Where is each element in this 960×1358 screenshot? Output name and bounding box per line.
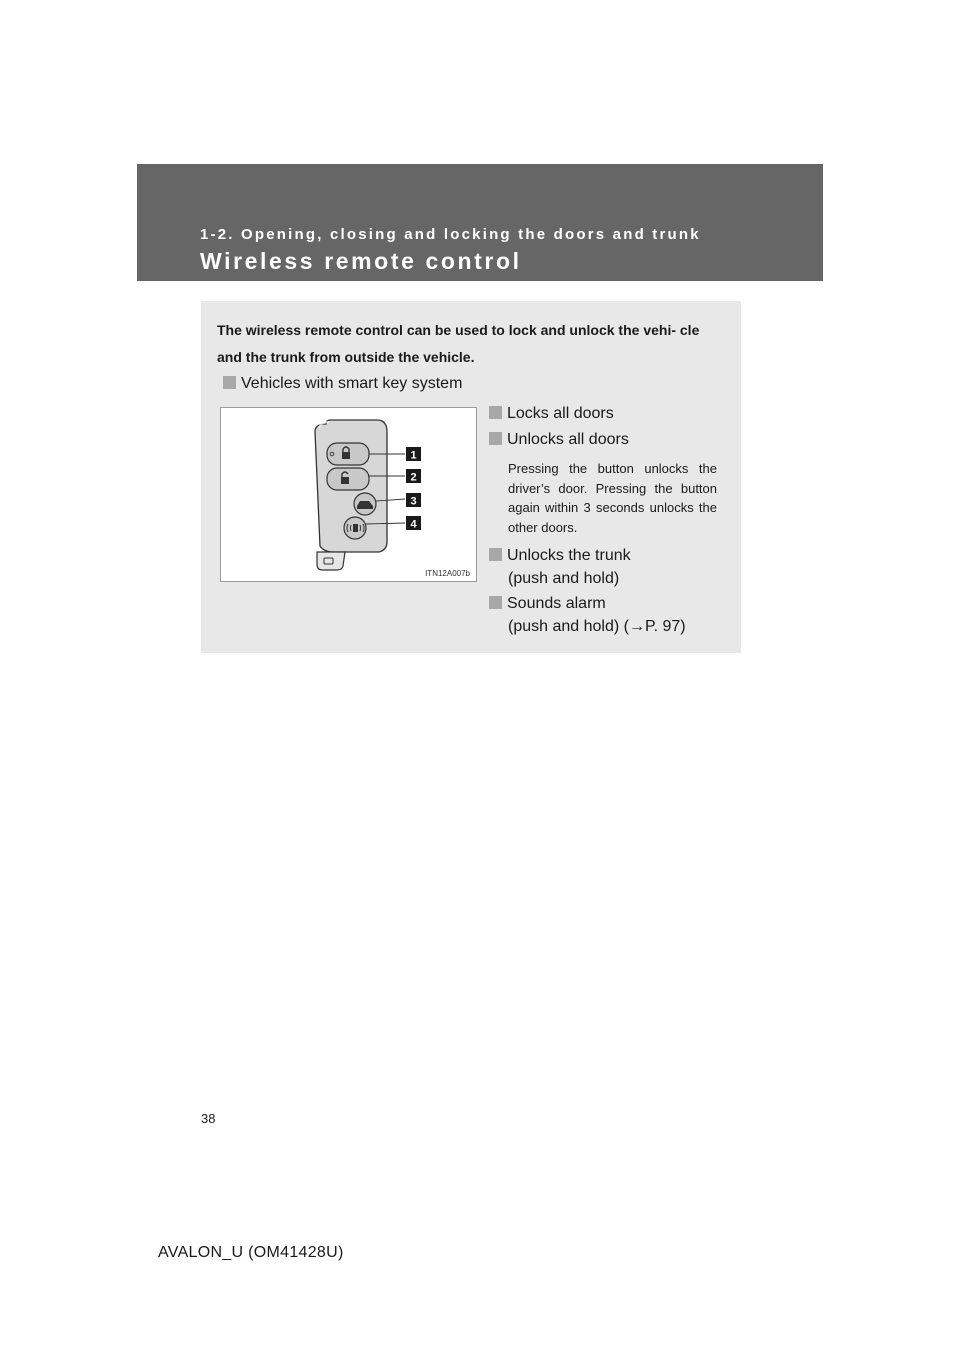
header-bar (137, 164, 823, 281)
bullet-square-icon (489, 432, 502, 445)
item-4 (489, 592, 686, 638)
remote-key-figure (220, 407, 477, 582)
bullet-square-icon (489, 596, 502, 609)
item-3-label: Unlocks the trunk (507, 547, 631, 564)
svg-text:2: 2 (410, 471, 417, 484)
subheading (223, 375, 462, 393)
item-1 (489, 402, 614, 425)
page-number: 38 (201, 1111, 216, 1126)
item-4-label: Sounds alarm (507, 595, 606, 612)
bullet-square-icon (223, 376, 236, 389)
subheading-label: Vehicles with smart key system (241, 375, 463, 392)
item-4-label-2: (push and hold) (→P. 97) (508, 618, 686, 635)
smart-key-illustration (221, 408, 476, 581)
key-tab-shape (317, 552, 345, 570)
item-2-label: Unlocks all doors (507, 431, 629, 448)
item-2 (489, 428, 629, 451)
callout-3 (406, 493, 421, 508)
content-box (201, 301, 741, 653)
svg-text:1: 1 (410, 449, 417, 462)
bullet-square-icon (489, 548, 502, 561)
svg-text:3: 3 (410, 495, 417, 508)
figure-code: ITN12A007b (425, 569, 470, 578)
section-label: 1-2. Opening, closing and locking the doors and trunk (200, 226, 701, 243)
item-1-label: Locks all doors (507, 405, 614, 422)
item-3 (489, 544, 631, 590)
page-title: Wireless remote control (200, 248, 522, 274)
callout-2 (406, 469, 421, 484)
bullet-square-icon (489, 406, 502, 419)
svg-text:4: 4 (410, 518, 417, 531)
callout-4 (406, 516, 421, 531)
intro-text: The wireless remote control can be used to lock and unlock the vehi- cle and the trunk from outside the vehicle. (217, 322, 700, 365)
callout-1 (406, 447, 421, 462)
item-3-label-2: (push and hold) (508, 570, 620, 587)
item-2-note: Pressing the button unlocks the driver’s door. Pressing the button again within 3 seconds unlocks the other doors. (508, 461, 717, 535)
footer-model-code: AVALON_U (OM41428U) (158, 1244, 344, 1261)
